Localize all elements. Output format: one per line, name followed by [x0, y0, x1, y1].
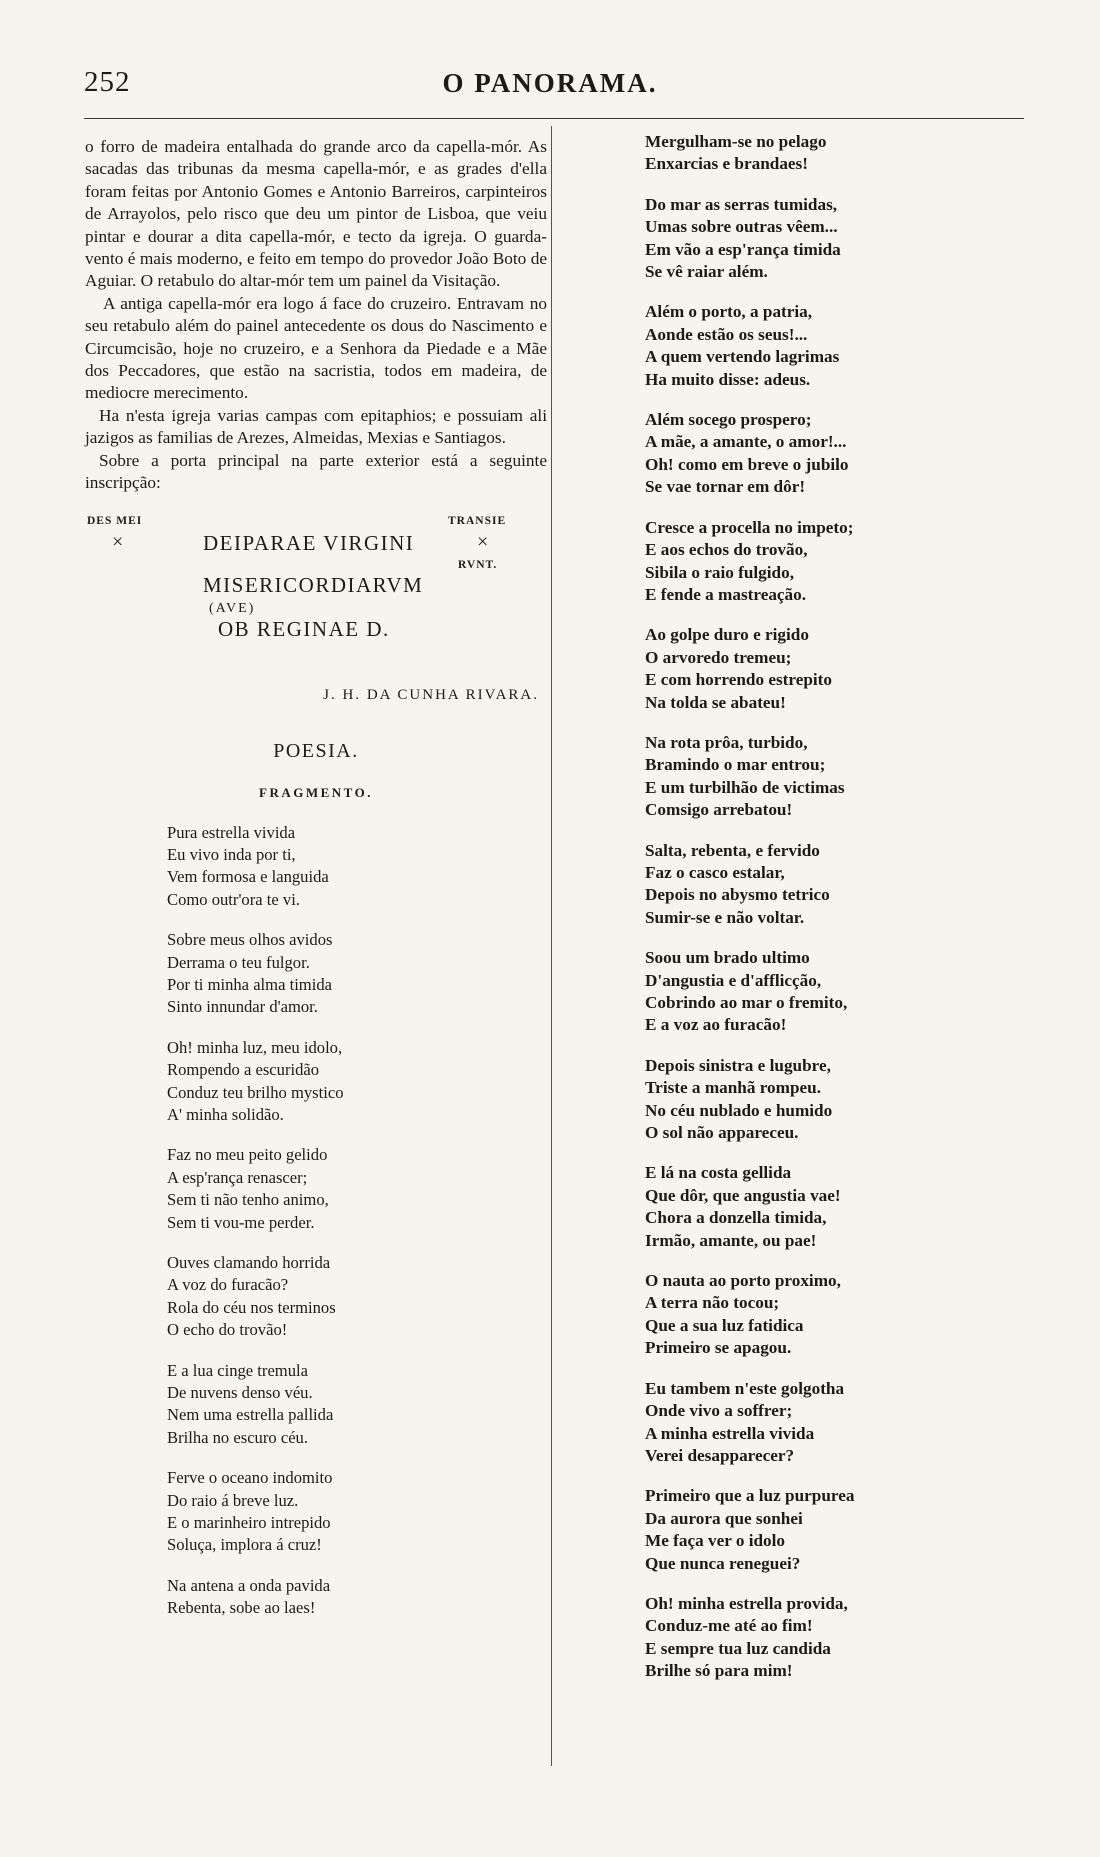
poem-stanza [645, 947, 965, 1037]
poem-verse: Salta, rebenta, e fervido [645, 840, 820, 860]
poem-verse: Cobrindo ao mar o fremito, [645, 993, 848, 1012]
poem-verse: Cresce a procella no impeto; [645, 517, 854, 537]
inscription-cross-left: × [112, 530, 124, 553]
left-column [85, 136, 547, 1638]
inscription-top-left: DES MEI [87, 514, 143, 527]
poem-stanza [167, 1467, 547, 1557]
article-paragraph: A antiga capella-mór era logo á face do cruzeiro. Entravam no seu retabulo além do painel antecedente os dous do Nascimento e Circumcisão, hoje no cruzeiro, e a Senhora da Piedade e a Mãe dos Peccadores, que estão na sacristia, todos em madeira, de mediocre merecimento. [85, 293, 547, 403]
poem-verse: Que nunca reneguei? [645, 1553, 801, 1573]
poem-verse: A terra não tocou; [645, 1293, 780, 1313]
poem-verse: E lá na costa gellida [645, 1163, 792, 1183]
poem-stanza [167, 929, 547, 1019]
poem-verse: Triste a manhã rompeu. [645, 1078, 822, 1098]
poem-verse: Eu tambem n'este golgotha [645, 1378, 845, 1398]
poem-verse: Comsigo arrebatou! [645, 800, 793, 820]
poem-verse: Aonde estão os seus!... [645, 324, 808, 344]
article-paragraph: Ha n'esta igreja varias campas com epitaphios; e possuiam ali jazigos as familias de Arezes, Almeidas, Mexias e Santiagos. [85, 405, 547, 448]
poem-verse: A mãe, a amante, o amor!... [645, 432, 847, 452]
poem-verse: Depois sinistra e lugubre, [645, 1055, 831, 1075]
poem-verse: Pura estrella vivida [167, 822, 296, 842]
poem-verse: Rebenta, sobe ao laes! [167, 1598, 316, 1618]
poem-verse: Ao golpe duro e rigido [645, 625, 809, 645]
poem-verse: O echo do trovão! [167, 1320, 288, 1340]
poem-verse: Oh! minha luz, meu idolo, [167, 1037, 343, 1057]
poem-verse: Enxarcias e brandaes! [645, 154, 808, 174]
inscription-top-right: TRANSIE [448, 514, 507, 527]
poem-verse: Além socego prospero; [645, 410, 812, 430]
poem-verse: Mergulham-se no pelago [645, 132, 827, 151]
poem-stanza [645, 1593, 965, 1683]
poem-verse: E o marinheiro intrepido [167, 1513, 331, 1533]
inscription-cross-right: × [477, 530, 489, 553]
poem-verse: Ha muito disse: adeus. [645, 369, 811, 389]
poem-verse: Vem formosa e languida [167, 867, 329, 887]
poem-verse: Sem ti vou-me perder. [167, 1212, 315, 1232]
poem-verse: E aos echos do trovão, [645, 540, 808, 560]
poem-verse: Como outr'ora te vi. [167, 889, 300, 909]
inscription-line-2: MISERICORDIARVM [203, 572, 424, 597]
poem-verse: Sumir-se e não voltar. [645, 907, 805, 927]
poem-verse: Soluça, implora á cruz! [167, 1535, 322, 1555]
poem-verse: Na tolda se abateu! [645, 692, 786, 712]
poem-verse: Ouves clamando horrida [167, 1253, 331, 1272]
poem-verse: Bramindo o mar entrou; [645, 755, 826, 775]
poem-verse: Brilhe só para mim! [645, 1661, 793, 1681]
poem-verse: E a voz ao furacão! [645, 1015, 787, 1035]
poem-verse: D'angustia e d'afflicção, [645, 970, 822, 990]
journal-title: O PANORAMA. [442, 68, 658, 98]
poem-stanza [645, 194, 965, 284]
poem-verse: Conduz-me até ao fim! [645, 1616, 813, 1636]
right-column-poem [645, 131, 965, 1701]
poem-verse: Por ti minha alma timida [167, 974, 332, 994]
poem-verse: Primeiro se apagou. [645, 1338, 792, 1358]
section-heading: POESIA. [273, 739, 359, 762]
latin-inscription [85, 509, 547, 679]
poem-verse: E com horrendo estrepito [645, 670, 832, 690]
poem-stanza [167, 1575, 547, 1620]
inscription-line-1: DEIPARAE VIRGINI [203, 530, 415, 555]
poem-verse: Que a sua luz fatidica [645, 1315, 804, 1335]
poem-verse: Faz no meu peito gelido [167, 1145, 328, 1165]
poem-verse: Sobre meus olhos avidos [167, 930, 333, 950]
poem-verse: Me faça ver o idolo [645, 1531, 786, 1551]
poem-verse: A quem vertendo lagrimas [645, 347, 840, 367]
poem-verse: O arvoredo tremeu; [645, 647, 792, 667]
article-paragraph: Sobre a porta principal na parte exterior está a seguinte inscripção: [85, 450, 547, 493]
poem-verse: Que dôr, que angustia vae! [645, 1185, 841, 1205]
poem-stanza [645, 301, 965, 391]
poem-verse: Do raio á breve luz. [167, 1490, 299, 1510]
poem-verse: Sinto innundar d'amor. [167, 997, 318, 1017]
poem-stanza [167, 1360, 547, 1450]
poem-verse: Verei desapparecer? [645, 1445, 795, 1465]
article-paragraph: o forro de madeira entalhada do grande arco da capella-mór. As sacadas das tribunas da mesma capella-mór, e as grades d'ella foram feitas por Antonio Gomes e Antonio Barreiros, carpinteiros de Arrayolos, pelo risco que deu um pintor de Lisboa, que veiu pintar e dourar a dita capella-mór, e tecto da igreja. O guarda-vento é mais moderno, e feito em tempo do provedor João Boto de Aguiar. O retabulo do altar-mór tem um painel da Visitação. [85, 137, 547, 291]
poem-verse: Chora a donzella timida, [645, 1208, 827, 1228]
poem-stanza [645, 840, 965, 930]
poem-verse: Oh! como em breve o jubilo [645, 454, 849, 474]
poem-verse: Brilha no escuro céu. [167, 1427, 308, 1447]
poem-verse: Se vae tornar em dôr! [645, 477, 806, 497]
poem-verse: Conduz teu brilho mystico [167, 1082, 344, 1102]
poem-verse: Depois no abysmo tetrico [645, 885, 830, 905]
inscription-line-3: (AVE) [209, 600, 256, 616]
poem-verse: E fende a mastreação. [645, 584, 807, 604]
poem-verse: Ferve o oceano indomito [167, 1468, 333, 1488]
poem-stanza [167, 1037, 547, 1127]
poem-verse: E um turbilhão de victimas [645, 777, 845, 797]
poem-verse: Irmão, amante, ou pae! [645, 1230, 817, 1250]
poem-verse: Faz o casco estalar, [645, 862, 785, 882]
poem-verse: O sol não appareceu. [645, 1123, 799, 1143]
poem-verse: A esp'rança renascer; [167, 1167, 308, 1187]
poem-stanza [645, 1378, 965, 1468]
poem-verse: Onde vivo a soffrer; [645, 1401, 793, 1421]
poem-verse: Soou um brado ultimo [645, 948, 810, 968]
poem-verse: E a lua cinge tremula [167, 1360, 308, 1380]
poem-verse: Rompendo a escuridão [167, 1060, 320, 1080]
poem-verse: Oh! minha estrella provida, [645, 1593, 848, 1613]
poem-verse: Rola do céu nos terminos [167, 1297, 336, 1317]
poem-verse: Em vão a esp'rança timida [645, 239, 841, 259]
poem-stanza [645, 409, 965, 499]
poem-verse: Nem uma estrella pallida [167, 1405, 334, 1425]
poem-verse: Do mar as serras tumidas, [645, 194, 838, 214]
poem-verse: Da aurora que sonhei [645, 1508, 803, 1528]
poem-stanza [645, 1162, 965, 1252]
poem-stanza [645, 1055, 965, 1145]
poem-verse: Sem ti não tenho animo, [167, 1190, 329, 1210]
poem-verse: E sempre tua luz candida [645, 1638, 831, 1658]
header-rule [84, 118, 1024, 119]
column-divider [551, 126, 552, 1766]
poem-stanza [645, 517, 965, 607]
poem-verse: Derrama o teu fulgor. [167, 952, 310, 972]
poem-verse: A' minha solidão. [167, 1104, 284, 1124]
poem-stanza [645, 732, 965, 822]
poem-stanza [645, 131, 965, 176]
poem-stanza [167, 1144, 547, 1234]
article-signature: J. H. DA CUNHA RIVARA. [323, 686, 539, 703]
poem-verse: Sibila o raio fulgido, [645, 562, 794, 582]
poem-verse: De nuvens denso véu. [167, 1383, 313, 1403]
poem-stanza [645, 624, 965, 714]
inscription-line-4: OB REGINAE D. [218, 616, 390, 641]
poem-verse: Eu vivo inda por ti, [167, 844, 296, 864]
poem-verse: No céu nublado e humido [645, 1100, 833, 1120]
poem-verse: Além o porto, a patria, [645, 302, 813, 322]
inscription-line-1-right: RVNT. [458, 558, 498, 571]
page-number: 252 [84, 66, 131, 98]
poem-verse: Primeiro que a luz purpurea [645, 1486, 855, 1506]
poem-subheading: FRAGMENTO. [259, 784, 373, 800]
poem-stanza [645, 1270, 965, 1360]
poem-verse: Na rota prôa, turbido, [645, 732, 808, 752]
poem-stanza [167, 1252, 547, 1342]
poem-verse: Se vê raiar além. [645, 262, 768, 282]
poem-verse: Umas sobre outras vêem... [645, 217, 838, 237]
poem-verse: Na antena a onda pavida [167, 1575, 331, 1595]
poem-stanza [645, 1485, 965, 1575]
poem-stanza [167, 822, 547, 912]
poem-left [167, 822, 547, 1620]
poem-verse: A voz do furacão? [167, 1275, 289, 1295]
poem-verse: O nauta ao porto proximo, [645, 1271, 841, 1291]
poem-verse: A minha estrella vivida [645, 1423, 815, 1443]
